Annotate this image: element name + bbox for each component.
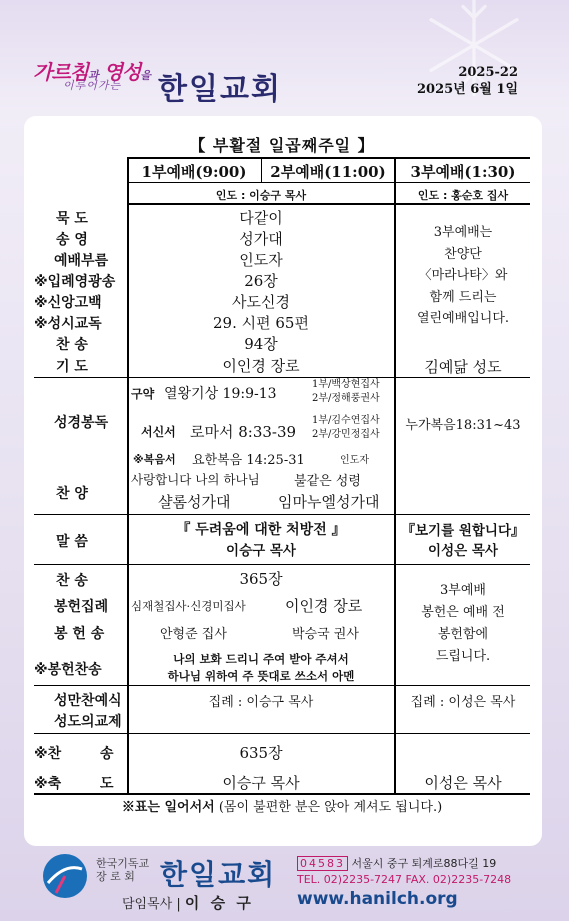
scripture-service-3: 누가복음18:31~43 (405, 418, 521, 433)
row-label-sermon (34, 531, 128, 551)
pastor-name: 이 승 구 (184, 894, 254, 912)
offering-song-right: 박승국 권사 (292, 627, 359, 642)
website-link[interactable]: www.hanilch.org (297, 889, 458, 909)
row-value-hymn: 94장 (244, 335, 278, 353)
row-label-prayer (34, 356, 128, 376)
slogan-line-2: 이루어가는 (63, 79, 122, 92)
address (297, 855, 496, 871)
row-label-scripture: 성경봉독 (54, 415, 109, 431)
standing-note-text: (몸이 불편한 분은 앉아 계셔도 됩니다.) (218, 800, 443, 815)
gospel-tag: ※복음서 (133, 453, 176, 466)
row-label-communion: 성만찬예식 (54, 693, 122, 709)
note-line: 찬양단 (444, 246, 482, 262)
pastor-title: 담임목사 | (122, 897, 181, 912)
reader: 2부/강민정집사 (312, 429, 380, 440)
issue-number: 2025-22 (458, 65, 518, 80)
nt-readers (312, 414, 380, 442)
offering-song-left: 안형준 집사 (160, 627, 227, 642)
label-text: ※축 도 (34, 776, 114, 792)
note-line: 함께 드리는 (429, 289, 497, 305)
row-label-offering-hymn: ※봉헌찬송 (34, 662, 102, 678)
separator-bottom (34, 793, 530, 795)
sunday-title: 【 부활절 일곱째주일 】 (189, 136, 375, 155)
row-value-creed: 사도신경 (232, 293, 290, 311)
communion-3: 집례 : 이성은 목사 (410, 695, 516, 710)
offering-hymn-line-1: 나의 보화 드리니 주여 받아 주셔서 (173, 652, 349, 666)
gospel-reader: 인도자 (340, 455, 369, 466)
header (0, 0, 569, 120)
slogan-word-1: 가르침 (33, 60, 88, 84)
row-value-prayer-3: 김예닮 성도 (424, 358, 502, 376)
row-label-call-to-worship: 예배부름 (54, 253, 109, 269)
label-text: 묵 도 (56, 211, 88, 227)
row-label-anthem (34, 483, 128, 503)
row-value-hymn-2: 365장 (239, 570, 283, 588)
standing-note (34, 796, 530, 815)
row-label-doxology (34, 229, 128, 249)
note-line: 봉헌은 예배 전 (421, 605, 505, 620)
row-label-entrance-song: ※입례영광송 (34, 274, 116, 290)
label-text: 찬 송 (56, 337, 88, 353)
postcode: 04583 (297, 856, 348, 871)
benediction-12: 이승구 목사 (222, 774, 300, 792)
ot-reading: 열왕기상 19:9-13 (164, 386, 277, 402)
ot-readers (312, 378, 380, 406)
note-line: 3부예배는 (433, 225, 493, 240)
nt-tag: 서신서 (141, 425, 176, 439)
note-line: 드립니다. (435, 649, 491, 664)
sermon-preacher-12: 이승구 목사 (226, 543, 296, 559)
gospel-reading: 요한복음 14:25-31 (192, 453, 305, 468)
slogan-particle-1: 과 (87, 69, 98, 82)
offering-elder: 이인경 장로 (285, 597, 363, 615)
label-text: ※찬 송 (34, 746, 114, 762)
denomination: 한국기독교 장 로 회 (96, 857, 150, 883)
service-2: 2부예배(11:00) (270, 163, 386, 181)
service-3-offering-note (396, 580, 530, 668)
sermon-title-12: 『 두려움에 대한 처방전 』 (176, 522, 346, 538)
row-label-offering-song: 봉 헌 송 (54, 626, 105, 642)
church-name: 한일교회 (158, 72, 282, 107)
row-label-benediction (34, 773, 128, 793)
row-label-fellowship: 성도의교제 (54, 714, 122, 730)
row-value-entrance-song: 26장 (244, 272, 278, 290)
row-label-silent-prayer (34, 208, 128, 228)
label-text: 송 영 (56, 232, 88, 248)
row-value-doxology: 성가대 (239, 230, 283, 248)
note-line: 〈마라나타〉와 (418, 268, 508, 283)
label-text: 기 도 (56, 359, 88, 375)
anthem-song-2: 불같은 성령 (294, 474, 361, 489)
row-value-responsive-reading: 29. 시편 65편 (213, 314, 309, 332)
row-label-creed: ※신앙고백 (34, 295, 102, 311)
divider-vertical-svc (261, 157, 262, 183)
row-label-offering: 봉헌집례 (54, 599, 109, 615)
row-value-prayer: 이인경 장로 (222, 357, 300, 375)
senior-pastor (122, 892, 254, 913)
separator (34, 733, 530, 734)
issue-date: 2025년 6월 1일 (417, 82, 518, 97)
service-1: 1부예배(9:00) (141, 163, 247, 181)
issue-info (417, 64, 518, 98)
communion-12: 집례 : 이승구 목사 (208, 695, 314, 710)
row-label-closing-hymn (34, 743, 128, 763)
slogan-word-2: 영성 (103, 60, 141, 84)
separator (34, 685, 530, 686)
ot-tag: 구약 (131, 387, 155, 401)
standing-note-bold: ※표는 일어서서 (121, 800, 215, 815)
benediction-3: 이성은 목사 (424, 774, 502, 792)
row-value-call-to-worship: 인도자 (239, 251, 283, 269)
nt-reading: 로마서 8:33-39 (190, 423, 297, 441)
anthem-song-1: 사랑합니다 나의 하나님 (131, 472, 260, 487)
slogan-particle-2: 을 (140, 69, 150, 82)
church-logo-icon (42, 853, 88, 899)
reader: 2부/정해풍권사 (312, 393, 380, 404)
note-line: 열린예배입니다. (416, 311, 510, 326)
reader: 1부/백상현집사 (312, 379, 380, 390)
street-address: 서울시 중구 퇴계로88다길 19 (351, 857, 497, 870)
service-3: 3부예배(1:30) (410, 163, 516, 181)
note-line: 3부예배 (440, 583, 486, 598)
anthem-choir-1: 샬롬성가대 (158, 493, 231, 511)
closing-hymn-12: 635장 (239, 744, 283, 762)
separator (34, 564, 530, 565)
footer-church-name: 한일교회 (160, 858, 277, 891)
row-label-hymn-2 (34, 570, 128, 590)
row-label-hymn (34, 334, 128, 354)
leader-service-3: 인도 : 홍순호 집사 (396, 183, 530, 205)
service-3-note (396, 222, 530, 330)
label-text: 찬 양 (56, 486, 88, 502)
offering-deacons: 심재철집사·신경미집사 (131, 599, 246, 613)
slogan (33, 56, 153, 100)
anthem-choir-2: 임마누엘성가대 (278, 493, 380, 511)
sermon-title-3: 『보기를 원합니다』 (401, 523, 525, 539)
leader-services-1-2: 인도 : 이승구 목사 (128, 183, 394, 205)
reader: 1부/김수연집사 (312, 415, 380, 426)
row-value-silent-prayer: 다같이 (239, 209, 283, 227)
label-text: 찬 송 (56, 573, 88, 589)
service-header-row (128, 157, 530, 183)
separator (34, 377, 530, 378)
phone-fax: TEL. 02)2235-7247 FAX. 02)2235-7248 (297, 873, 512, 886)
note-line: 봉헌함에 (437, 627, 489, 642)
sermon-preacher-3: 이성은 목사 (428, 543, 498, 559)
separator (34, 514, 530, 515)
label-text: 말 씀 (56, 534, 88, 550)
offering-hymn-line-2: 하나님 위하여 주 뜻대로 쓰소서 아멘 (167, 669, 355, 683)
row-label-responsive-reading: ※성시교독 (34, 316, 102, 332)
